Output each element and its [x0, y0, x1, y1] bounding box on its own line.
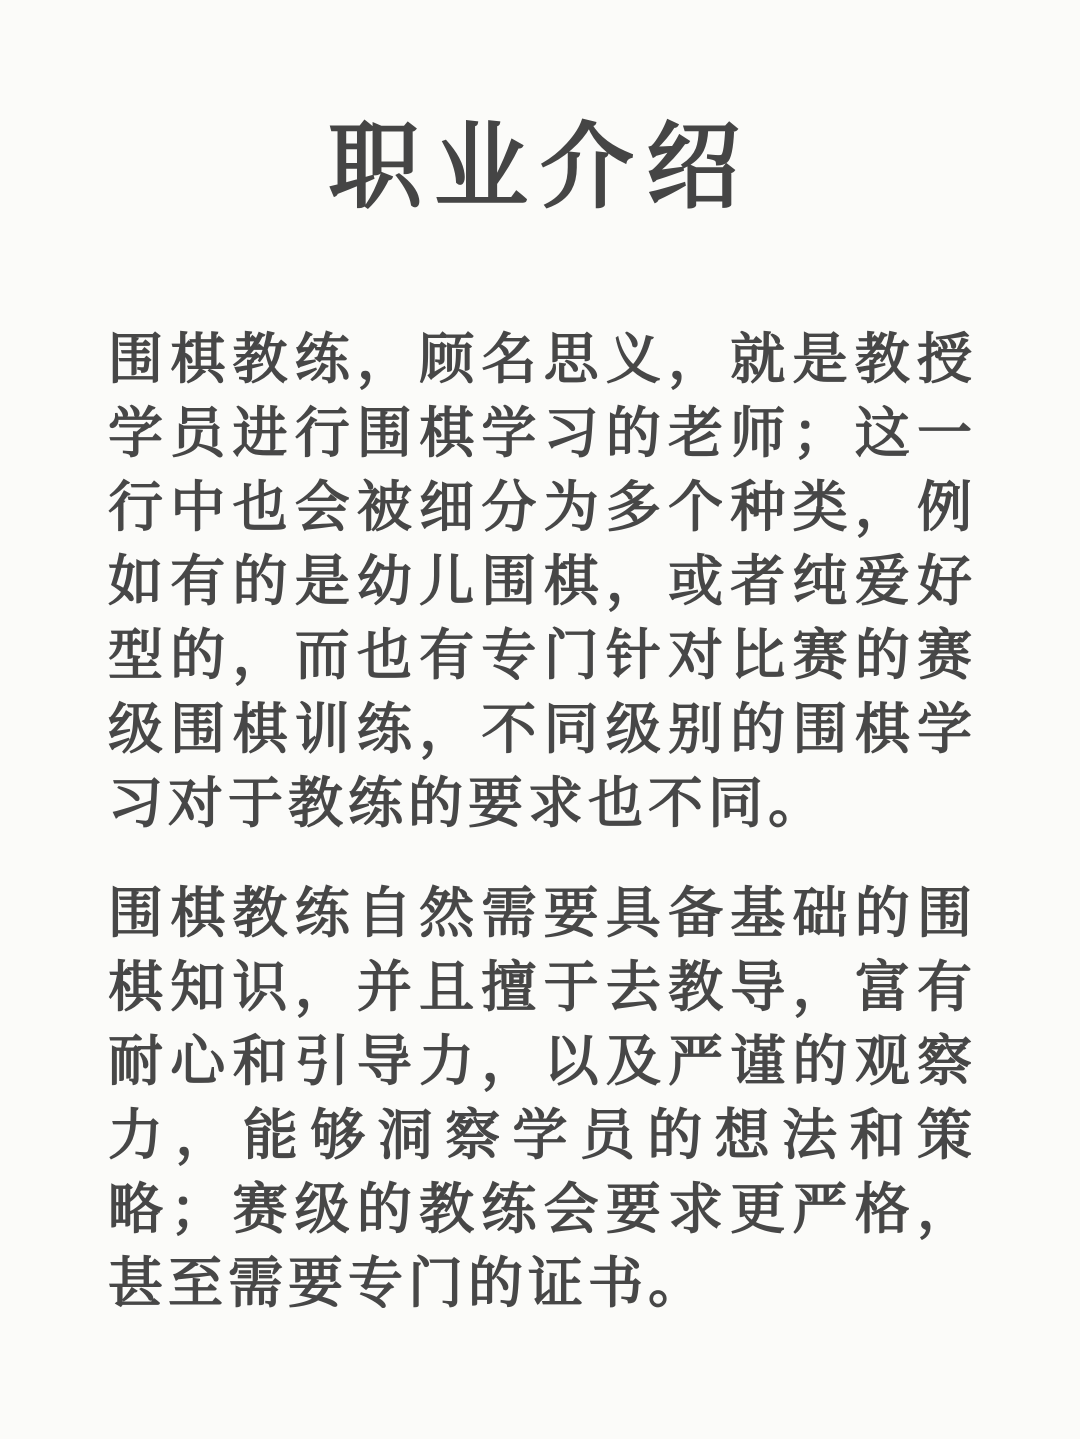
text-line: 棋知识，并且擅于去教导，富有	[108, 954, 972, 1019]
paragraph-2	[108, 876, 972, 1320]
text-line: 行中也会被细分为多个种类，例	[108, 474, 972, 539]
text-line: 级围棋训练，不同级别的围棋学	[108, 696, 972, 761]
text-line: 习对于教练的要求也不同。	[108, 770, 829, 835]
text-line: 型的，而也有专门针对比赛的赛	[108, 622, 972, 687]
text-line: 力，能够洞察学员的想法和策	[108, 1102, 972, 1167]
text-line: 围棋教练，顾名思义，就是教授	[108, 326, 972, 391]
text-line: 围棋教练自然需要具备基础的围	[108, 880, 972, 945]
paragraph-1	[108, 322, 972, 840]
text-line: 如有的是幼儿围棋，或者纯爱好	[108, 548, 972, 613]
text-line: 甚至需要专门的证书。	[108, 1250, 709, 1315]
text-line: 学员进行围棋学习的老师；这一	[108, 400, 972, 465]
text-line: 略；赛级的教练会要求更严格，	[108, 1176, 972, 1241]
text-line: 耐心和引导力，以及严谨的观察	[108, 1028, 972, 1093]
page-title: 职业介绍	[327, 112, 752, 222]
